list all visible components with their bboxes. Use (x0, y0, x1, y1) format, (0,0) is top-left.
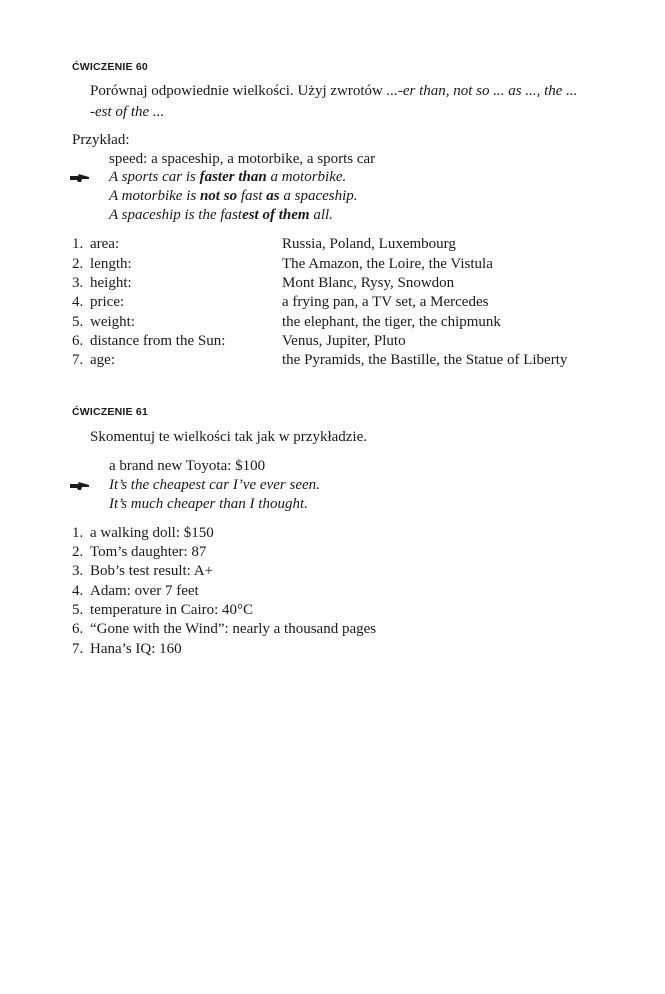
example-answer-2 (109, 187, 358, 206)
item-number: 5. (72, 602, 84, 618)
item-value: a frying pan, a TV set, a Mercedes (282, 294, 489, 310)
answer-text: A motorbike is (109, 188, 200, 204)
item-number: 1. (72, 525, 84, 541)
answer-emphasis: faster than (199, 169, 267, 185)
item-text: Bob’s test result: A+ (90, 563, 214, 579)
exercise-60-heading: ĆWICZENIE 60 (72, 61, 148, 73)
item-text: Tom’s daughter: 87 (90, 544, 207, 560)
item-number: 3. (72, 563, 84, 579)
example-answer-3 (109, 206, 333, 225)
item-label: area: (90, 236, 120, 252)
item-number: 7. (72, 641, 84, 657)
item-label: length: (90, 256, 132, 272)
item-value: Russia, Poland, Luxembourg (282, 236, 456, 252)
example-prompt: a brand new Toyota: $100 (109, 458, 266, 474)
item-number: 4. (72, 294, 84, 310)
item-text: Hana’s IQ: 160 (90, 641, 182, 657)
item-label: distance from the Sun: (90, 333, 226, 349)
answer-text: A sports car is (109, 169, 200, 185)
item-number: 4. (72, 583, 84, 599)
answer-text: a spaceship. (279, 188, 358, 204)
example-prompt: speed: a spaceship, a motorbike, a sports car (109, 151, 376, 167)
item-number: 2. (72, 544, 84, 560)
answer-emphasis: of them (262, 207, 310, 223)
answer-emphasis: not so (199, 188, 238, 204)
item-value: the Pyramids, the Bastille, the Statue of Liberty (282, 352, 568, 368)
answer-text: a motorbike. (266, 169, 347, 185)
item-value: Venus, Jupiter, Pluto (282, 333, 406, 349)
example-label: Przykład: (72, 132, 130, 148)
example-answer-1: It’s the cheapest car I’ve ever seen. (109, 477, 320, 493)
item-text: a walking doll: $150 (90, 525, 214, 541)
item-number: 6. (72, 333, 84, 349)
item-value: The Amazon, the Loire, the Vistula (282, 256, 493, 272)
item-text: Adam: over 7 feet (90, 583, 199, 599)
answer-text: fast (237, 188, 267, 204)
item-label: price: (90, 294, 125, 310)
answer-text: A spaceship is the fast (109, 207, 243, 223)
item-label: weight: (90, 314, 135, 330)
item-text: “Gone with the Wind”: nearly a thousand pages (90, 621, 377, 637)
example-answer-2: It’s much cheaper than I thought. (109, 496, 308, 512)
answer-emphasis: as (266, 188, 280, 204)
item-label: age: (90, 352, 115, 368)
item-label: height: (90, 275, 132, 291)
pointing-hand-icon (70, 481, 90, 491)
item-number: 5. (72, 314, 84, 330)
item-text: temperature in Cairo: 40°C (90, 602, 254, 618)
item-number: 7. (72, 352, 84, 368)
exercise-61-heading: ĆWICZENIE 61 (72, 406, 148, 418)
item-value: Mont Blanc, Rysy, Snowdon (282, 275, 455, 291)
instruction-pattern-cont: -est of the ... (90, 104, 165, 120)
item-number: 3. (72, 275, 84, 291)
answer-emphasis: est (242, 207, 259, 223)
item-number: 2. (72, 256, 84, 272)
exercise-60-instruction (90, 81, 655, 123)
pointing-hand-icon (70, 173, 90, 183)
instruction-text: Porównaj odpowiednie wielkości. Użyj zwrotów (90, 83, 387, 99)
answer-text: all. (309, 207, 333, 223)
example-answer-1 (109, 168, 346, 187)
exercise-61-instruction: Skomentuj te wielkości tak jak w przykładzie. (90, 429, 368, 445)
instruction-pattern: ...-er than, not so ... as ..., the ... (386, 83, 578, 99)
item-number: 6. (72, 621, 84, 637)
item-number: 1. (72, 236, 84, 252)
item-value: the elephant, the tiger, the chipmunk (282, 314, 501, 330)
